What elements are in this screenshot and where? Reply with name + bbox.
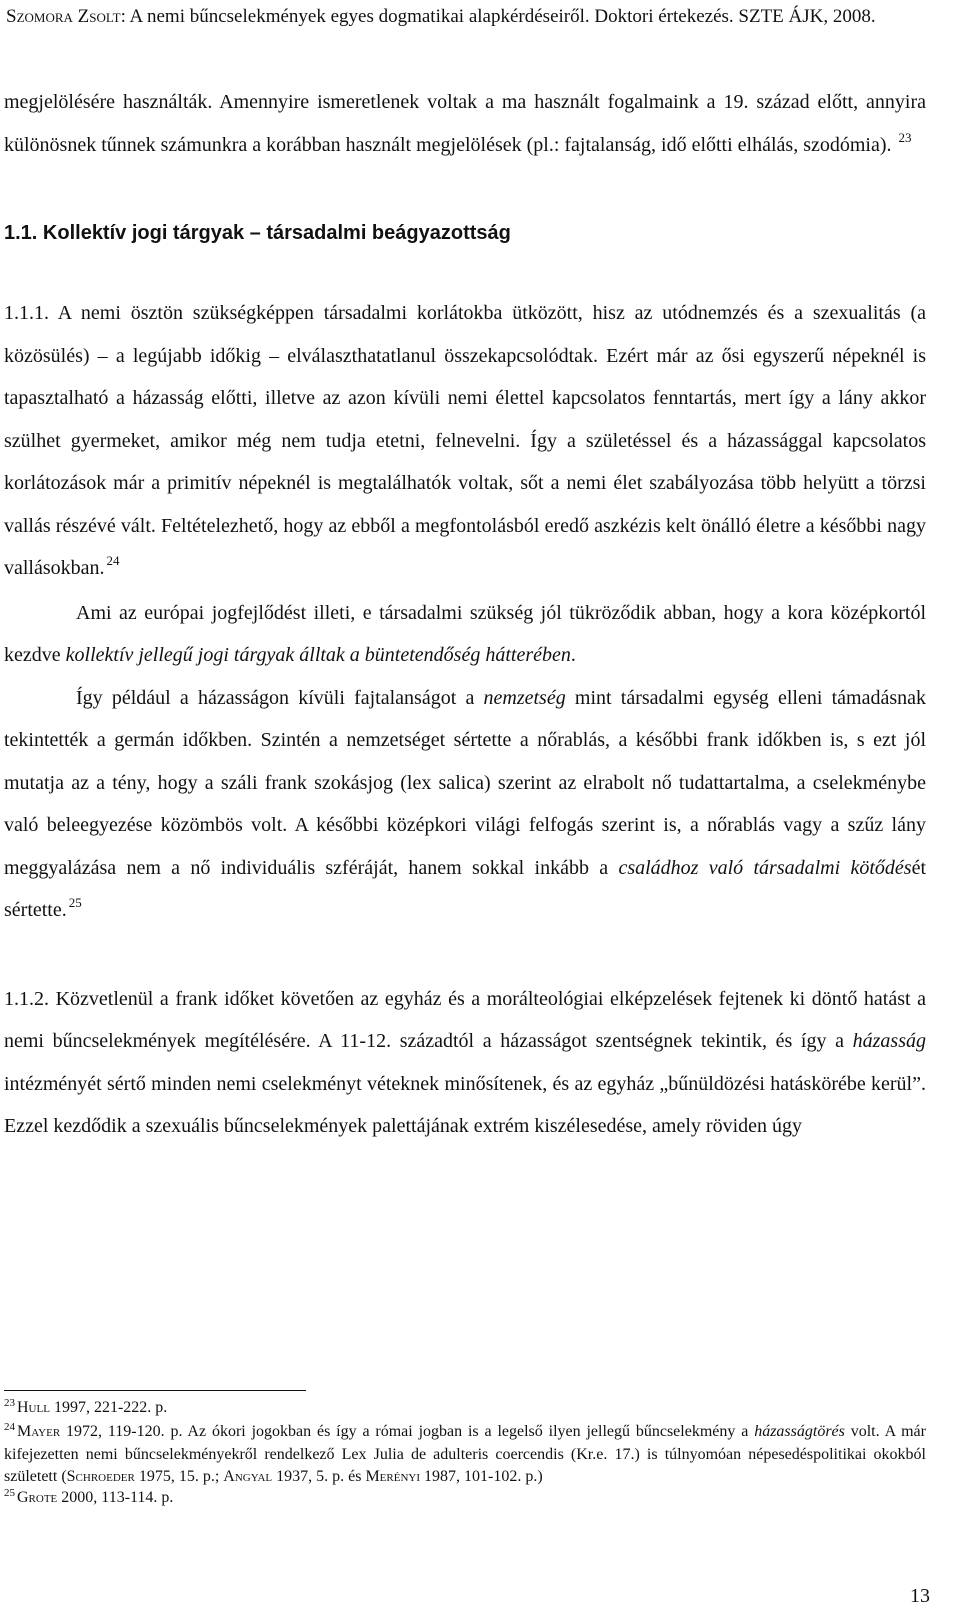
- footnote-ref-24[interactable]: 24: [106, 553, 120, 568]
- emphasis-text: házasság: [852, 1030, 926, 1052]
- paragraph-germanic: [4, 677, 926, 934]
- footnote-23: [4, 1397, 926, 1421]
- intro-text: megjelölésére használták. Amennyire ismeretlenek voltak a ma használt fogalmaink a 19. század előtt, annyira különösnek tűnnek számunkra a korábban használt megjelölések (pl.: fajtalanság, idő előtti elhálás, szodómia).: [4, 91, 926, 156]
- footnote-separator: [4, 1390, 306, 1391]
- paragraph-text: .: [570, 644, 576, 666]
- footnote-number: 24: [4, 1420, 15, 1433]
- footnote-author: Hull: [17, 1399, 50, 1416]
- paragraph-text: 1.1.1. A nemi ösztön szükségképpen társadalmi korlátokba ütközött, hisz az utódnemzés és a szexualitás (a közösülés) – a legújabb időkig – elválaszthatatlanul összekapcsolódtak. Ezért már az ősi egyszerű népeknél is tapasztalható a házasság előtti, illetve az azon kívüli nemi élettel kapcsolatos fenntartás, mert így a lány akkor szülhet gyermeket, amikor még nem tudja etetni, felnevelni. Így a születéssel és a házassággal kapcsolatos korlátozások már a primitív népeknél is megtalálhatók voltak, sőt a nemi élet szabályozása több helyütt a törzsi vallás részévé vált. Feltételezhető, hogy az ebből a megfontolásból eredő aszkézis kelt önálló életre a későbbi nagy vallásokban.: [4, 302, 926, 579]
- header-author: Szomora Zsolt: [6, 6, 121, 27]
- footnote-number: 23: [4, 1397, 15, 1409]
- intro-paragraph: [4, 81, 926, 168]
- paragraph-text: Ami az európai jogfejlődést illeti, e társadalmi szükség jól tükröződik abban, hogy a kora középkortól kezdve: [4, 601, 926, 666]
- footnote-ref-23[interactable]: 23: [898, 129, 912, 145]
- paragraph-text: intézményét sértő minden nemi cselekményt véteknek minősítenek, és az egyház „bűnüldözési hatáskörébe kerül”. Ezzel kezdődik a szexuális bűncselekmények palettájának extrém kiszélesedése, amely röviden úgy: [4, 1072, 926, 1137]
- paragraph-text: Így például a házasságon kívüli fajtalanságot a: [76, 686, 484, 709]
- footnote-25: [4, 1487, 926, 1511]
- footnote-text: 1972, 119-120. p. Az ókori jogokban és így a római jogban is a legelső ilyen jellegű bűncselekmény a: [60, 1422, 755, 1440]
- section-heading: 1.1. Kollektív jogi tárgyak – társadalmi beágyazottság: [4, 222, 511, 244]
- footnote-author: Angyal: [223, 1467, 273, 1485]
- emphasis-text: nemzetség: [483, 686, 566, 709]
- main-text: [4, 81, 926, 1148]
- spacer: [4, 254, 926, 292]
- footnote-24: [4, 1421, 926, 1488]
- footnote-author: Grote: [17, 1489, 58, 1506]
- page-number: 13: [910, 1585, 930, 1607]
- spacer: [4, 168, 926, 212]
- paragraph-1-1-2: [4, 978, 926, 1148]
- emphasis-text: kollektív jellegű jogi tárgyak álltak a büntetendőség hátterében: [65, 644, 571, 666]
- paragraph-text: 1.1.2. Közvetlenül a frank időket követően az egyház és a morálteológiai elképzelések fejtenek ki döntő hatást a nemi bűncselekmények megítélésére. A 11-12. századtól a házasságot szentségnek tekintik, és így a: [4, 987, 926, 1052]
- footnote-author: Merényi: [365, 1467, 421, 1485]
- footnote-number: 25: [4, 1487, 15, 1499]
- paragraph-text: mint társadalmi egység elleni támadásnak tekintették a germán időkben. Szintén a nemzetséget sértette a nőrablás, a későbbi frank időkben is, s ezt jól mutatja az a tény, hogy a száli frank szokásjog (lex salica) szerint az elrabolt nő tudattartalma, a cselekménybe való beleegyezése közömbös volt. A későbbi középkori világi felfogás szerint is, a nőrablás vagy a szűz lány meggyalázása nem a nő individuális szféráját, hanem sokkal inkább a: [4, 686, 926, 879]
- running-header: [6, 2, 936, 32]
- footnote-text: 1975, 15. p.;: [134, 1467, 224, 1485]
- footnote-text: 2000, 113-114. p.: [57, 1489, 174, 1506]
- emphasis-text: családhoz való társadalmi kötődés: [618, 856, 912, 879]
- footnote-author: Mayer: [17, 1422, 61, 1440]
- footnote-text: 1997, 221-222. p.: [49, 1399, 168, 1416]
- footnote-author: Schroeder: [66, 1467, 135, 1485]
- header-title: : A nemi bűncselekmények egyes dogmatikai alapkérdéseiről. Doktori értekezés. SZTE ÁJK, 2008.: [120, 6, 876, 27]
- spacer: [4, 934, 926, 978]
- footnote-text: 1987, 101-102. p.): [420, 1467, 543, 1485]
- paragraph-european-law: [4, 592, 926, 677]
- footnote-text: 1937, 5. p. és: [272, 1467, 366, 1485]
- footnote-emphasis: házasságtörés: [754, 1422, 845, 1440]
- footnote-text: volt. A már kifejezetten nemi bűncselekményekről rendelkező Lex Julia de adulteris coercendis (Kr.e. 17.) is túlnyomóan népesedéspolitikai okokból született (: [4, 1422, 926, 1485]
- footnotes: [4, 1397, 926, 1511]
- paragraph-text: ét sértette.: [4, 856, 926, 921]
- paragraph-1-1-1: [4, 292, 926, 592]
- footnote-ref-25[interactable]: 25: [68, 895, 82, 910]
